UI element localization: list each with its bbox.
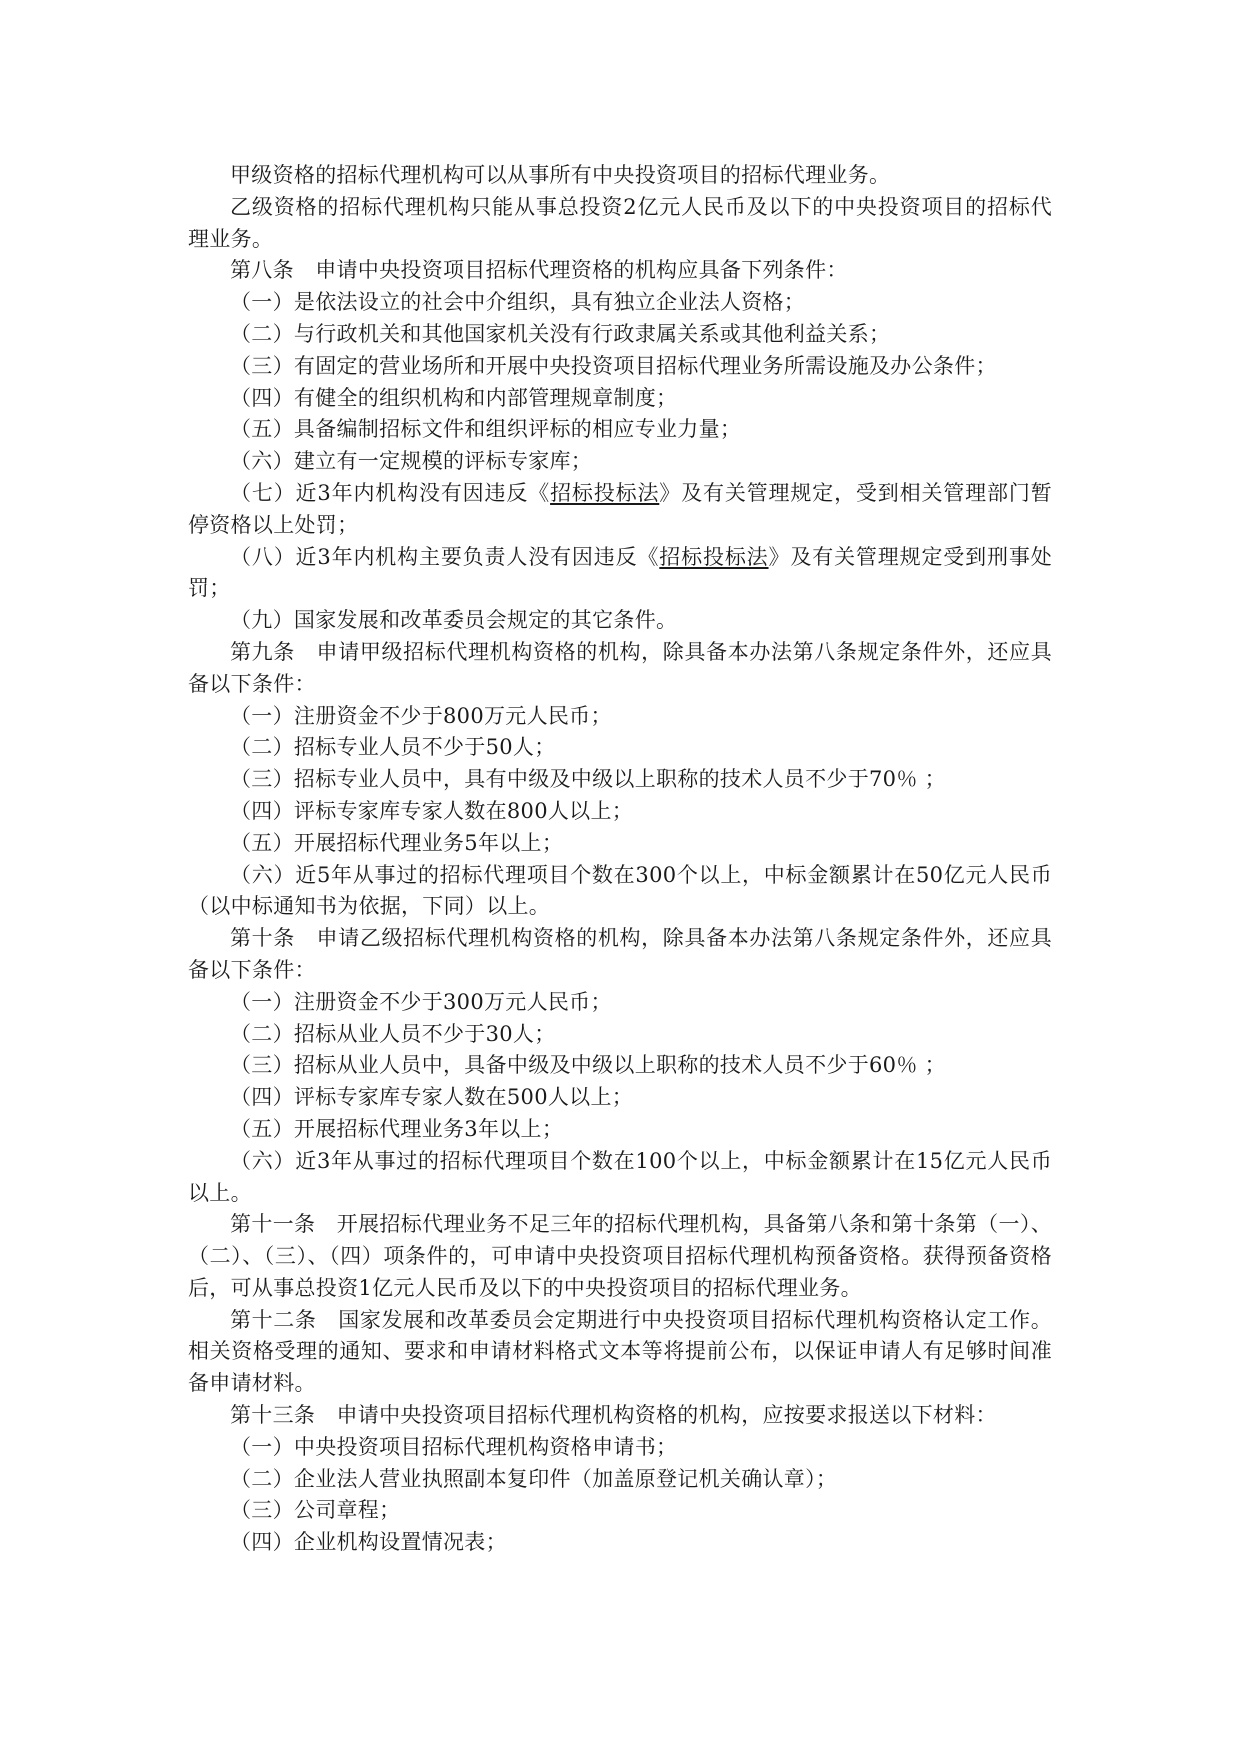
article-heading: 第十三条 申请中央投资项目招标代理机构资格的机构，应按要求报送以下材料： (230, 1403, 997, 1428)
list-item: （六）近3年从事过的招标代理项目个数在100个以上，中标金额累计在15亿元人民币以上。 (188, 1148, 1052, 1205)
list-item (188, 478, 1052, 542)
article-heading: 第八条 申请中央投资项目招标代理资格的机构应具备下列条件： (230, 258, 848, 283)
list-item: （三）招标从业人员中，具备中级及中级以上职称的技术人员不少于60％ ； (230, 1053, 946, 1078)
document-body (188, 160, 1052, 1559)
list-item-text: （七）近3年内机构没有因违反《 (230, 480, 551, 505)
list-item-text: 》及有关管理规定，受到相关管理部门暂停资格以上处罚； (188, 480, 1052, 537)
list-item: （五）开展招标代理业务3年以上； (230, 1116, 564, 1141)
article-heading: 第十一条 开展招标代理业务不足三年的招标代理机构，具备第八条和第十条第（一）、（二）、（三）、（四）项条件的，可申请中央投资项目招标代理机构预备资格。获得预备资格后，可从事总投资1亿元人民币及以下的中央投资项目的招标代理业务。 (188, 1212, 1052, 1300)
list-item: （六）建立有一定规模的评标专家库； (230, 449, 593, 474)
list-item: （一）中央投资项目招标代理机构资格申请书； (230, 1434, 678, 1459)
list-item: （四）评标专家库专家人数在500人以上； (230, 1085, 634, 1110)
list-item: （九）国家发展和改革委员会规定的其它条件。 (230, 608, 678, 633)
law-link[interactable]: 招标投标法 (659, 544, 769, 569)
list-item: （二）与行政机关和其他国家机关没有行政隶属关系或其他利益关系； (230, 321, 891, 346)
list-item: （二）招标专业人员不少于50人； (230, 735, 556, 760)
law-link[interactable]: 招标投标法 (550, 480, 660, 505)
article-heading: 第十条 申请乙级招标代理机构资格的机构，除具备本办法第八条规定条件外，还应具备以下条件： (188, 926, 1052, 982)
list-item-text: （八）近3年内机构主要负责人没有因违反《 (230, 544, 660, 569)
list-item: （一）注册资金不少于300万元人民币； (230, 989, 612, 1014)
list-item-text: 》及有关管理规定受到刑事处罚； (188, 544, 1052, 601)
list-item: （三）招标专业人员中，具有中级及中级以上职称的技术人员不少于70％ ； (230, 767, 946, 792)
list-item: （一）是依法设立的社会中介组织，具有独立企业法人资格； (230, 290, 806, 315)
list-item: （五）具备编制招标文件和组织评标的相应专业力量； (230, 417, 742, 442)
list-item: （二）企业法人营业执照副本复印件（加盖原登记机关确认章）； (230, 1466, 838, 1491)
list-item: （六）近5年从事过的招标代理项目个数在300个以上，中标金额累计在50亿元人民币（以中标通知书为依据，下同）以上。 (188, 862, 1052, 919)
list-item: （三）有固定的营业场所和开展中央投资项目招标代理业务所需设施及办公条件； (230, 353, 997, 378)
paragraph: 乙级资格的招标代理机构只能从事总投资2亿元人民币及以下的中央投资项目的招标代理业务。 (188, 194, 1052, 251)
article-heading: 第九条 申请甲级招标代理机构资格的机构，除具备本办法第八条规定条件外，还应具备以下条件： (188, 639, 1052, 696)
list-item (188, 542, 1052, 606)
list-item: （四）有健全的组织机构和内部管理规章制度； (230, 385, 678, 410)
paragraph: 甲级资格的招标代理机构可以从事所有中央投资项目的招标代理业务。 (230, 163, 891, 187)
list-item: （五）开展招标代理业务5年以上； (230, 830, 564, 855)
list-item: （二）招标从业人员不少于30人； (230, 1021, 556, 1046)
list-item: （一）注册资金不少于800万元人民币； (230, 703, 612, 728)
list-item: （四）评标专家库专家人数在800人以上； (230, 798, 634, 823)
list-item: （四）企业机构设置情况表； (230, 1530, 507, 1555)
article-heading: 第十二条 国家发展和改革委员会定期进行中央投资项目招标代理机构资格认定工作。相关资格受理的通知、要求和申请材料格式文本等将提前公布，以保证申请人有足够时间准备申请材料。 (188, 1307, 1052, 1396)
list-item: （三）公司章程； (230, 1498, 401, 1523)
